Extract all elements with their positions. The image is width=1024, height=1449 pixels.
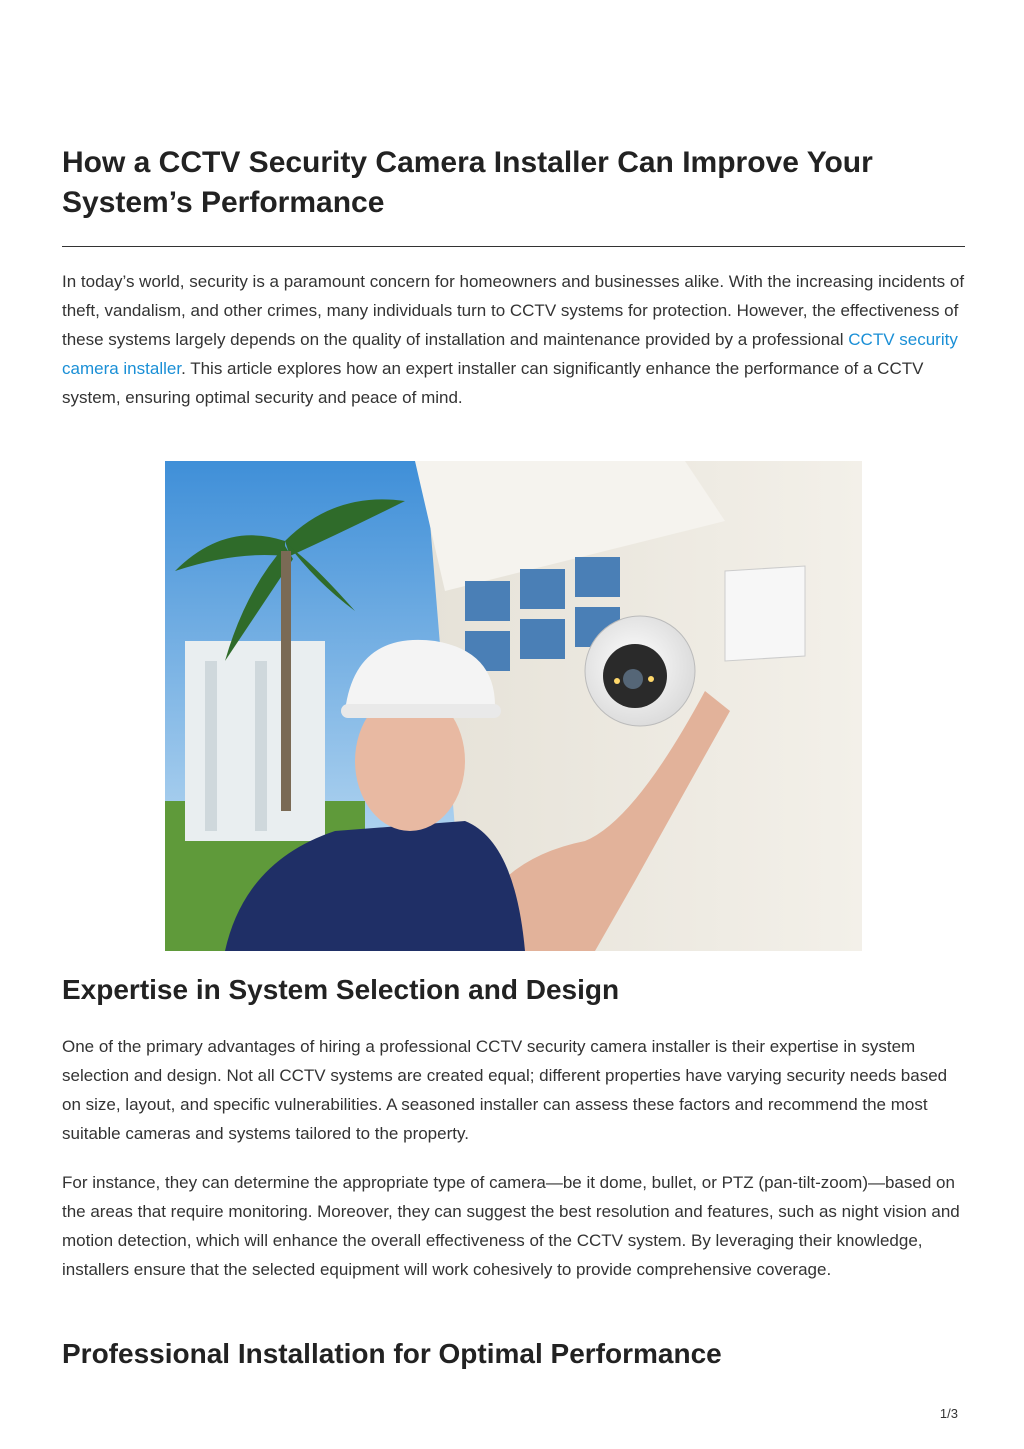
page-number: 1/3	[939, 1406, 958, 1421]
cctv-installer-link[interactable]: CCTV security camera installer	[62, 330, 958, 378]
intro-paragraph	[62, 267, 965, 412]
section-heading-professional-installation: Professional Installation for Optimal Performance	[62, 1338, 722, 1369]
intro-text-before-link: In today’s world, security is a paramount concern for homeowners and businesses alike. With the increasing incidents of theft, vandalism, and other crimes, many individuals turn to CCTV systems for protection. However, the effectiveness of these systems largely depends on the quality of installation and maintenance provided by a professional	[62, 272, 965, 349]
title-divider	[62, 246, 965, 247]
installer-photo	[165, 461, 862, 951]
section1-paragraph-1: One of the primary advantages of hiring a professional CCTV security camera installer is their expertise in system selection and design. Not all CCTV systems are created equal; different properties have varying security needs based on size, layout, and specific vulnerabilities. A seasoned installer can assess these factors and recommend the most suitable cameras and systems tailored to the property.	[62, 1037, 948, 1143]
article-title: How a CCTV Security Camera Installer Can Improve Your System’s Performance	[62, 146, 873, 219]
section1-paragraph-2: For instance, they can determine the appropriate type of camera—be it dome, bullet, or PTZ (pan-tilt-zoom)—based on the areas that require monitoring. Moreover, they can suggest the best resolution and features, such as night vision and motion detection, which will enhance the overall effectiveness of the CCTV system. By leveraging their knowledge, installers ensure that the selected equipment will work cohesively to provide comprehensive coverage.	[62, 1173, 960, 1279]
section-heading-system-selection: Expertise in System Selection and Design	[62, 974, 620, 1005]
intro-text-after-link: . This article explores how an expert installer can significantly enhance the performance of a CCTV system, ensuring optimal security and peace of mind.	[62, 359, 924, 407]
